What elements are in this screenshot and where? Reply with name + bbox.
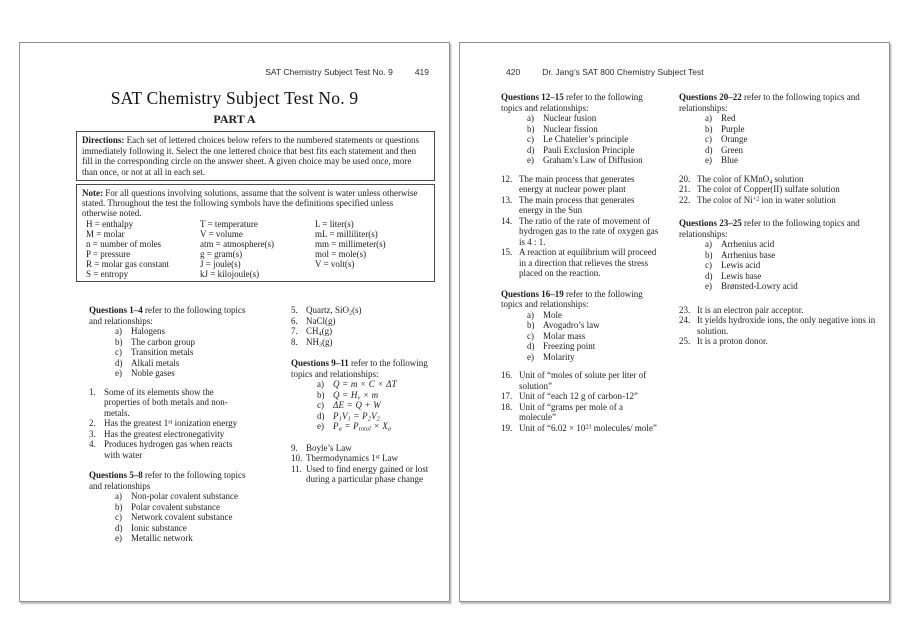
option-text: Transition metals <box>131 347 194 358</box>
question-number: 7. <box>291 326 298 337</box>
question-item <box>89 418 247 429</box>
question-group-text: refer to the following topics and relationships: <box>501 288 643 309</box>
left-page-column-2 <box>291 305 435 544</box>
question-item <box>291 326 435 337</box>
question-number: 1. <box>89 386 96 397</box>
question-text: It yields hydroxide ions, the only negative ions in solution. <box>697 315 876 336</box>
option-text: Lewis base <box>721 270 762 281</box>
option-row <box>501 331 661 342</box>
symbol-cell: H = enthalpy <box>86 218 134 229</box>
directions-box <box>76 131 435 181</box>
question-text: It is an electron pair acceptor. <box>697 304 804 315</box>
question-group-range: Questions 16–19 <box>501 288 564 299</box>
question-group-range: Questions 23–25 <box>679 218 742 228</box>
option-row <box>501 320 661 331</box>
question-item <box>501 402 661 423</box>
option-text: Arrhenius acid <box>721 239 775 249</box>
question-text: Produces hydrogen gas when reacts with water <box>104 439 233 460</box>
question-text: Some of its elements show the properties of both metals and non-metals. <box>104 386 228 418</box>
option-row <box>89 523 247 534</box>
option-text: Metallic network <box>131 533 193 544</box>
running-header-gap <box>520 67 542 77</box>
option-text: Non-polar covalent substance <box>131 491 238 502</box>
page-420 <box>459 42 890 602</box>
question-text: The color of KMnO$_4$ solution <box>697 173 804 185</box>
question-text: Unit of “moles of solute per liter of solution” <box>519 370 647 391</box>
option-row <box>679 134 877 145</box>
question-number: 2. <box>89 418 96 429</box>
question-group-text: refer to the following topics and relationships: <box>89 305 246 326</box>
question-text: NaCl(g) <box>306 315 336 326</box>
option-letter: b) <box>115 501 123 512</box>
running-header <box>265 67 429 77</box>
symbols-row <box>82 239 428 249</box>
question-item <box>501 216 661 248</box>
question-items-9-11 <box>291 443 435 485</box>
option-text: Nuclear fission <box>543 123 598 134</box>
option-text: Network covalent substance <box>131 512 233 523</box>
question-text: A reaction at equilibrium will proceed in a direction that relieves the stress placed on the reaction. <box>519 247 657 278</box>
two-column-layout <box>501 92 877 433</box>
question-item <box>291 453 435 464</box>
option-row <box>89 326 247 337</box>
question-text: $CH_4(g)$ <box>306 326 333 338</box>
question-group-range: Questions 20–22 <box>679 92 742 102</box>
question-items-20-22 <box>679 174 877 206</box>
question-number: 22. <box>679 194 691 205</box>
options-list-1-4 <box>89 326 247 379</box>
question-number: 3. <box>89 428 96 439</box>
question-number: 19. <box>501 422 513 433</box>
option-letter: e) <box>705 281 712 291</box>
options-list-23-25 <box>679 239 877 292</box>
page-number: 420 <box>506 67 521 77</box>
option-row <box>501 155 661 166</box>
option-letter: b) <box>527 123 535 134</box>
question-group-heading-12-15 <box>501 92 661 113</box>
option-formula: $P_1V_1 = P_2V_2$ <box>333 410 381 423</box>
note-label: Note: <box>82 188 103 198</box>
running-header-title: SAT Chemistry Subject Test No. 9 <box>265 67 393 77</box>
symbol-cell: L = liter(s) <box>315 218 354 229</box>
option-row <box>89 533 247 544</box>
option-text: The carbon group <box>131 336 195 347</box>
options-list-5-8 <box>89 491 247 544</box>
option-row <box>501 134 661 145</box>
option-text: Alkali metals <box>131 357 180 368</box>
part-label: PART A <box>213 112 256 126</box>
option-letter: e) <box>115 368 122 379</box>
symbol-cell: kJ = kilojoule(s) <box>200 269 260 280</box>
question-text: The main process that generates energy in the Sun <box>519 194 635 215</box>
question-item <box>501 174 661 195</box>
symbols-table <box>82 219 428 280</box>
option-letter: c) <box>115 347 122 358</box>
symbol-cell: S = entropy <box>86 269 129 280</box>
option-row <box>501 145 661 156</box>
question-group-heading-20-22 <box>679 92 877 113</box>
symbol-cell: mL = milliliter(s) <box>315 228 378 239</box>
option-letter: a) <box>317 379 324 390</box>
option-letter: d) <box>705 270 713 281</box>
question-number: 25. <box>679 336 691 346</box>
option-letter: c) <box>317 400 324 411</box>
symbol-cell: R = molar gas constant <box>86 258 170 269</box>
symbols-row <box>82 259 428 269</box>
question-group-text: refer to the following topics and relationships: <box>501 92 643 113</box>
option-row <box>501 352 661 363</box>
question-number: 20. <box>679 173 691 184</box>
symbol-cell: mol = mole(s) <box>315 248 367 259</box>
option-text: Nuclear fusion <box>543 113 597 123</box>
question-item <box>291 305 435 316</box>
option-text: Halogens <box>131 326 165 337</box>
option-letter: e) <box>705 155 712 165</box>
question-item <box>679 336 877 347</box>
option-text: Mole <box>543 309 562 320</box>
option-letter: d) <box>317 410 325 421</box>
options-list-16-19 <box>501 310 661 363</box>
question-item <box>501 195 661 216</box>
question-item <box>679 315 877 336</box>
running-header-gap <box>393 67 415 77</box>
directions-text: Each set of lettered choices below refers to the numbered statements or questions immediately following it. Select the one lettered choice that best fits each statement and then fill in the corresponding circle on the answer sheet. A given choice may be used once, more than once, or not at all in each set. <box>82 135 419 177</box>
option-row <box>291 400 435 411</box>
option-letter: d) <box>527 341 535 351</box>
option-letter: b) <box>705 123 713 134</box>
question-number: 18. <box>501 401 513 412</box>
question-group-heading-5-8 <box>89 470 247 491</box>
question-group-text: refer to the following topics and relationships: <box>291 358 428 379</box>
option-row <box>679 124 877 135</box>
question-number: 14. <box>501 215 513 226</box>
option-row <box>501 124 661 135</box>
question-text: Unit of “$6.02 \times 10^{23}$ molecules/ mole” <box>519 422 657 433</box>
option-row <box>291 390 435 401</box>
question-item <box>679 305 877 316</box>
directions-label: Directions: <box>82 135 125 145</box>
question-item <box>679 174 877 185</box>
question-item <box>679 195 877 206</box>
question-item <box>89 387 247 419</box>
symbol-cell: M = molar <box>86 228 125 239</box>
option-text: Pauli Exclusion Principle <box>543 144 635 155</box>
symbols-row <box>82 229 428 239</box>
option-letter: d) <box>705 144 713 155</box>
question-number: 11. <box>291 463 302 474</box>
question-items-1-4 <box>89 387 247 461</box>
option-formula: $Q = H_v \times m$ <box>333 389 379 402</box>
note-text: For all questions involving solutions, assume that the solvent is water unless otherwise stated. Throughout the test the following symbols have the definitions specified unless otherwise noted. <box>82 188 418 219</box>
option-row <box>679 113 877 124</box>
option-text: Molar mass <box>543 330 586 341</box>
question-group-text: refer to the following topics and relationships: <box>679 218 860 239</box>
question-number: 17. <box>501 391 513 401</box>
question-text: The color of Copper(II) sulfate solution <box>697 184 840 194</box>
option-letter: c) <box>527 330 534 341</box>
note-box <box>76 184 435 282</box>
option-letter: a) <box>527 113 534 123</box>
options-list-20-22 <box>679 113 877 166</box>
options-list-9-11 <box>291 379 435 432</box>
option-row <box>89 512 247 523</box>
option-text: Blue <box>721 155 738 165</box>
option-letter: a) <box>705 239 712 249</box>
option-text: Purple <box>721 123 745 134</box>
option-letter: a) <box>705 113 712 123</box>
running-header-title: Dr. Jang’s SAT 800 Chemistry Subject Test <box>542 67 704 77</box>
option-row <box>679 250 877 261</box>
question-text: Has the greatest electronegativity <box>104 428 225 439</box>
question-number: 15. <box>501 247 513 257</box>
question-number: 10. <box>291 453 303 464</box>
option-text: Freezing point <box>543 341 596 351</box>
question-text: The ratio of the rate of movement of hydrogen gas to the rate of oxygen gas is 4 : 1. <box>519 215 659 247</box>
question-group-heading-16-19 <box>501 289 661 310</box>
option-text: Red <box>721 113 736 123</box>
symbols-row <box>82 249 428 259</box>
question-items-5-8 <box>291 305 435 347</box>
option-text: Molarity <box>543 351 575 362</box>
question-number: 21. <box>679 184 691 194</box>
symbols-row <box>82 269 428 279</box>
option-formula: $P_a = P_{total} \times X_a$ <box>333 421 392 433</box>
question-group-range: Questions 12–15 <box>501 92 564 102</box>
option-letter: a) <box>115 326 122 337</box>
question-item <box>501 247 661 279</box>
document-title: SAT Chemistry Subject Test No. 9 <box>110 88 359 108</box>
option-letter: b) <box>705 249 713 260</box>
option-letter: a) <box>115 491 122 502</box>
question-text: Thermodynamics 1st Law <box>306 453 399 464</box>
option-letter: b) <box>115 336 123 347</box>
option-letter: c) <box>527 134 534 144</box>
option-letter: d) <box>115 522 123 533</box>
symbol-cell: T = temperature <box>200 218 258 229</box>
question-item <box>291 443 435 454</box>
question-item <box>679 184 877 195</box>
option-letter: a) <box>527 309 534 320</box>
question-item <box>501 391 661 402</box>
option-row <box>679 145 877 156</box>
question-number: 13. <box>501 194 513 205</box>
option-text: Avogadro’s law <box>543 320 600 330</box>
question-number: 9. <box>291 442 298 453</box>
option-letter: b) <box>527 320 535 330</box>
option-row <box>501 310 661 321</box>
symbol-cell <box>315 269 428 279</box>
question-number: 6. <box>291 315 298 326</box>
question-item <box>501 370 661 391</box>
question-group-range: Questions 9–11 <box>291 358 349 369</box>
running-header <box>506 67 704 77</box>
option-text: Ionic substance <box>131 522 187 533</box>
question-item <box>291 316 435 327</box>
question-group-heading-23-25 <box>679 218 877 239</box>
right-page-column-1 <box>501 92 661 433</box>
question-group-text: refer to the following topics and relationships: <box>679 92 860 113</box>
question-text: Quartz, SiO$_2$(s) <box>306 305 362 317</box>
option-letter: d) <box>527 144 535 155</box>
question-item <box>89 429 247 440</box>
option-letter: c) <box>705 134 712 144</box>
question-text: Used to find energy gained or lost during a particular phase change <box>306 463 429 485</box>
option-row <box>89 358 247 369</box>
option-row <box>679 260 877 271</box>
symbols-row <box>82 219 428 229</box>
question-items-16-19 <box>501 370 661 433</box>
question-group-heading-1-4 <box>89 305 247 326</box>
option-formula: ΔE = Q + W <box>333 400 381 411</box>
symbol-cell: n = number of moles <box>86 238 162 249</box>
option-letter: e) <box>527 351 534 362</box>
option-row <box>679 271 877 282</box>
question-number: 24. <box>679 315 691 325</box>
symbol-cell: g = gram(s) <box>200 248 243 259</box>
option-text: Orange <box>721 134 748 144</box>
option-text: Green <box>721 144 743 155</box>
question-text: Unit of “grams per mole of a molecule” <box>519 401 623 422</box>
option-row <box>679 239 877 250</box>
option-letter: c) <box>705 260 712 270</box>
option-row <box>291 411 435 422</box>
option-row <box>89 347 247 358</box>
page-number: 419 <box>414 67 429 77</box>
option-letter: b) <box>317 389 325 400</box>
option-letter: e) <box>527 155 534 165</box>
question-group-range: Questions 5–8 <box>89 470 143 481</box>
question-group-text: refer to the following topics and relationships <box>89 470 246 491</box>
page-419 <box>19 42 450 602</box>
question-text: Unit of “each 12 g of carbon-12” <box>519 391 638 401</box>
question-items-12-15 <box>501 174 661 279</box>
option-text: Polar covalent substance <box>131 501 220 512</box>
option-row <box>89 368 247 379</box>
question-item <box>291 464 435 485</box>
option-row <box>501 113 661 124</box>
option-row <box>89 337 247 348</box>
question-item <box>291 337 435 348</box>
symbol-cell: P = pressure <box>86 248 131 259</box>
note-text-wrap <box>82 188 428 219</box>
symbol-cell: atm = atmosphere(s) <box>200 238 275 249</box>
symbol-cell: V = volt(s) <box>315 258 355 269</box>
question-item <box>89 439 247 460</box>
option-row <box>679 281 877 292</box>
option-text: Brønsted-Lowry acid <box>721 281 798 291</box>
option-letter: e) <box>115 533 122 544</box>
option-text: Le Chatelier’s principle <box>543 134 629 144</box>
option-text: Graham’s Law of Diffusion <box>543 155 643 165</box>
question-text: Boyle’s Law <box>306 442 352 453</box>
question-text: The main process that generates energy at nuclear power plant <box>519 173 635 194</box>
option-text: Arrhenius base <box>721 249 776 260</box>
option-text: Noble gases <box>131 368 175 379</box>
option-text: Lewis acid <box>721 260 761 270</box>
symbol-cell: J = joule(s) <box>200 258 241 269</box>
question-number: 4. <box>89 439 96 450</box>
question-text: Has the greatest 1st ionization energy <box>104 418 238 429</box>
option-row <box>89 491 247 502</box>
question-number: 12. <box>501 173 513 184</box>
option-row <box>501 341 661 352</box>
symbol-cell: V = volume <box>200 228 243 239</box>
left-page-column-1 <box>89 305 247 544</box>
option-letter: e) <box>317 421 324 432</box>
question-items-23-25 <box>679 305 877 347</box>
options-list-12-15 <box>501 113 661 166</box>
question-group-heading-9-11 <box>291 358 435 379</box>
question-number: 23. <box>679 304 691 315</box>
option-letter: d) <box>115 357 123 368</box>
question-text: $NH_3(g)$ <box>306 336 333 349</box>
question-number: 5. <box>291 305 298 316</box>
two-column-layout <box>89 305 435 544</box>
question-item <box>501 423 661 434</box>
option-row <box>679 155 877 166</box>
question-number: 8. <box>291 336 298 347</box>
option-row <box>291 421 435 432</box>
question-number: 16. <box>501 370 513 380</box>
question-group-range: Questions 1–4 <box>89 305 143 316</box>
option-row <box>89 502 247 513</box>
option-letter: c) <box>115 512 122 523</box>
question-text: It is a proton donor. <box>697 336 768 346</box>
symbol-cell: mm = millimeter(s) <box>315 238 386 249</box>
right-page-column-2 <box>679 92 877 433</box>
question-text: The color of $Ni^{+2}$ ion in water solution <box>697 194 836 205</box>
option-row <box>291 379 435 390</box>
option-formula: Q = m × C × ΔT <box>333 379 397 390</box>
